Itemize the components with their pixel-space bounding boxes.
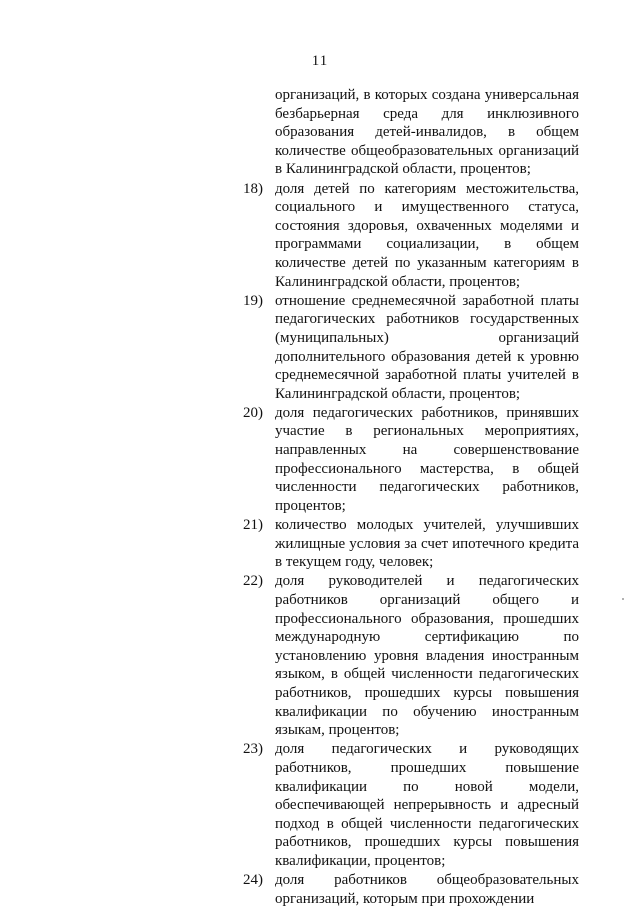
list-item-number: 18) — [243, 180, 263, 197]
list-item — [243, 516, 579, 572]
list-item-number: 23) — [243, 741, 263, 758]
list-item — [243, 572, 579, 739]
list-item-number: 22) — [243, 573, 263, 590]
list-item-text: доля работников общеобразовательных организаций, которым при прохождении — [275, 872, 579, 907]
list-item — [243, 404, 579, 516]
list-item-text: отношение среднемесячной заработной платы педагогических работников государственных (муниципальных) организаций дополнительного образования детей к уровню среднемесячной заработной платы учителей в Калининградской области, процентов; — [275, 292, 579, 402]
list-item — [243, 292, 579, 404]
page-number: 11 — [311, 53, 329, 69]
list-item-text: доля руководителей и педагогических работников организаций общего и профессионального образования, прошедших международную сертификацию по установлению уровня владения иностранным языком, в общей численности педагогических работников, прошедших курсы повышения квалификации по обучению иностранным языкам, процентов; — [275, 573, 579, 739]
list-item-text: доля детей по категориям местожительства, социального и имущественного статуса, состояния здоровья, охваченных моделями и программами социализации, в общем количестве детей по указанным категориям в Калининградской области, процентов; — [275, 180, 579, 290]
continuation-paragraph: организаций, в которых создана универсальная безбарьерная среда для инклюзивного образования детей-инвалидов, в общем количестве общеобразовательных организаций в Калининградской области, процентов; — [275, 87, 579, 178]
list-item-text: количество молодых учителей, улучшивших жилищные условия за счет ипотечного кредита в текущем году, человек; — [275, 517, 579, 571]
list-item-number: 20) — [243, 404, 263, 421]
list-item-number: 21) — [243, 517, 263, 534]
list-item-number: 24) — [243, 872, 263, 889]
list-item-text: доля педагогических и руководящих работников, прошедших повышение квалификации по новой модели, обеспечивающей непрерывность и адресный подход в общей численности педагогических работников, прошедших курсы повышения квалификации, процентов; — [275, 741, 579, 869]
scan-speck — [622, 598, 624, 600]
document-body — [243, 86, 579, 909]
list-item-number: 19) — [243, 292, 263, 309]
list-item-text: доля педагогических работников, принявших участие в региональных мероприятиях, направленных на совершенствование профессионального мастерства, в общей численности педагогических работников, процентов; — [275, 404, 579, 514]
list-item — [243, 180, 579, 292]
list-item — [243, 740, 579, 870]
list-item — [243, 871, 579, 908]
